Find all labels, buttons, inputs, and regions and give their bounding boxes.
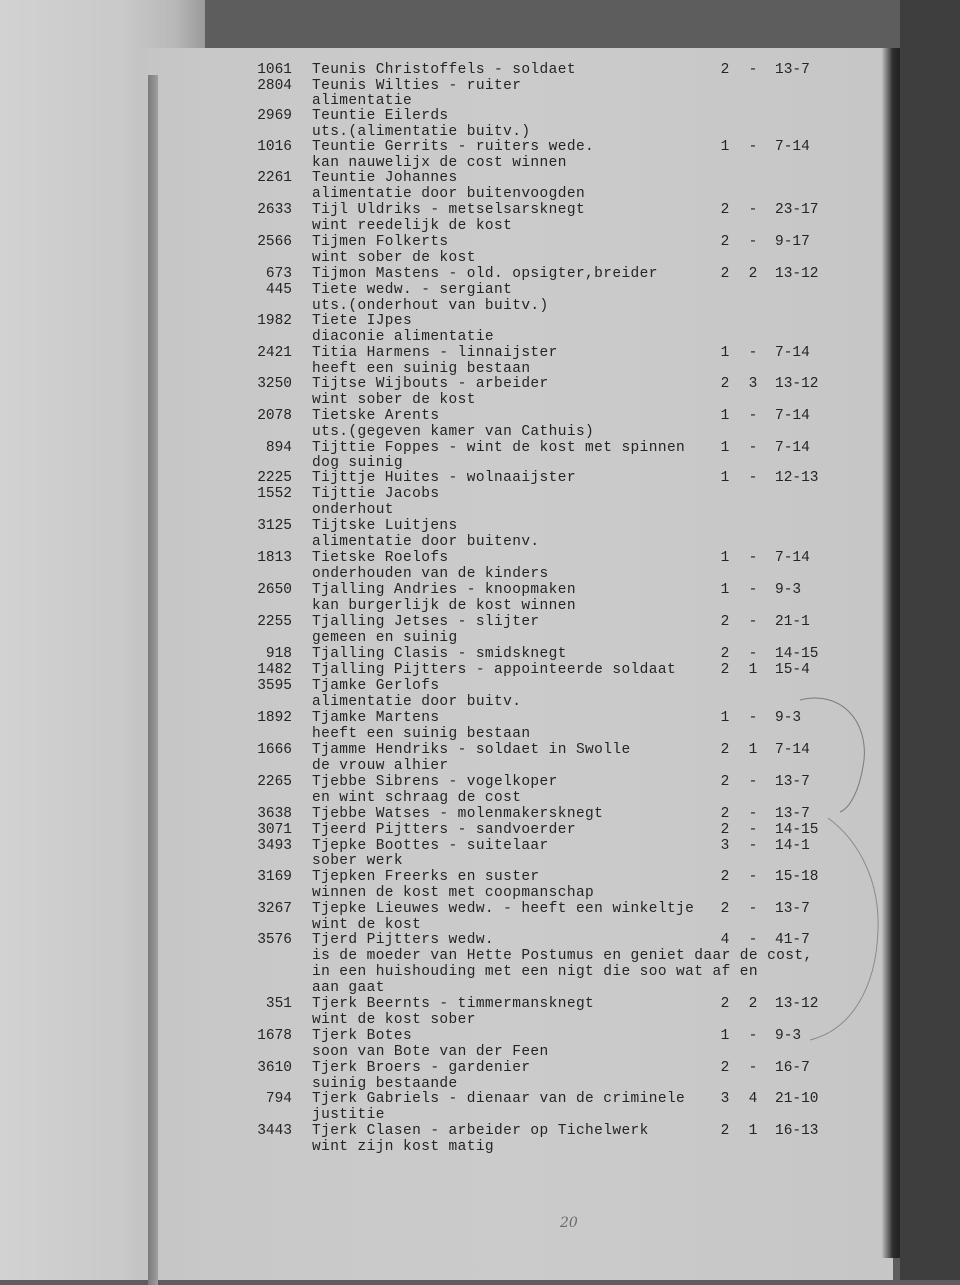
entry-col-c: 7-14 (775, 440, 810, 456)
register-entry (0, 1091, 960, 1107)
entry-col-a: 2 (720, 646, 730, 662)
entry-text: gemeen en suinig (312, 630, 458, 646)
register-entry (0, 710, 960, 726)
entry-col-c: 9-3 (775, 710, 802, 726)
entry-col-a: 2 (720, 266, 730, 282)
entry-col-b: - (748, 345, 758, 361)
entry-number: 445 (265, 282, 292, 298)
entry-text: wint de kost sober (312, 1012, 476, 1028)
entry-number: 918 (265, 646, 292, 662)
entry-text: Tjalling Pijtters - appointeerde soldaat (312, 662, 677, 678)
entry-text: alimentatie door buitenv. (312, 534, 540, 550)
register-entry (0, 408, 960, 424)
entry-text: alimentatie door buitv. (312, 694, 522, 710)
entry-number: 1666 (257, 742, 292, 758)
entry-col-b: - (748, 1028, 758, 1044)
entry-text: in een huishouding met een nigt die soo wat af en (312, 964, 758, 980)
entry-number: 1482 (257, 662, 292, 678)
entry-text: Teunis Christoffels - soldaet (312, 62, 576, 78)
entry-col-b: - (748, 646, 758, 662)
entry-col-c: 21-10 (775, 1091, 819, 1107)
entry-text: Tjamme Hendriks - soldaet in Swolle (312, 742, 631, 758)
entry-col-a: 4 (720, 932, 730, 948)
register-entry (0, 170, 960, 186)
entry-col-c: 7-14 (775, 139, 810, 155)
entry-text: soon van Bote van der Feen (312, 1044, 549, 1060)
entry-text: wint sober de kost (312, 392, 476, 408)
entry-text: Teuntie Gerrits - ruiters wede. (312, 139, 595, 155)
entry-text: aan gaat (312, 980, 385, 996)
register-entry (0, 917, 960, 933)
entry-number: 2265 (257, 774, 292, 790)
register-entry (0, 758, 960, 774)
register-entry (0, 1123, 960, 1139)
entry-col-b: 4 (748, 1091, 758, 1107)
entry-col-c: 14-15 (775, 822, 819, 838)
entry-col-a: 2 (720, 1123, 730, 1139)
entry-col-b: - (748, 1060, 758, 1076)
entry-text: Tjeerd Pijtters - sandvoerder (312, 822, 576, 838)
entry-col-c: 15-18 (775, 869, 819, 885)
entry-col-b: - (748, 838, 758, 854)
entry-number: 2650 (257, 582, 292, 598)
entry-number: 3576 (257, 932, 292, 948)
entry-text: Tiete wedw. - sergiant (312, 282, 513, 298)
entry-col-c: 14-15 (775, 646, 819, 662)
register-entry (0, 964, 960, 980)
entry-col-b: 3 (748, 376, 758, 392)
entry-col-a: 1 (720, 139, 730, 155)
entry-number: 3071 (257, 822, 292, 838)
entry-col-c: 15-4 (775, 662, 810, 678)
register-entry (0, 980, 960, 996)
entry-text: is de moeder van Hette Postumus en geniet daar de cost, (312, 948, 813, 964)
register-entry (0, 155, 960, 171)
register-entry (0, 582, 960, 598)
entry-col-b: - (748, 139, 758, 155)
register-entry (0, 901, 960, 917)
register-entry (0, 1028, 960, 1044)
entry-text: Tijl Uldriks - metselsarsknegt (312, 202, 586, 218)
register-entry (0, 1060, 960, 1076)
entry-col-c: 41-7 (775, 932, 810, 948)
entry-number: 1061 (257, 62, 292, 78)
register-entry (0, 806, 960, 822)
register-entry (0, 124, 960, 140)
entry-col-c: 13-12 (775, 266, 819, 282)
entry-col-a: 1 (720, 408, 730, 424)
register-entry (0, 614, 960, 630)
register-entry (0, 78, 960, 94)
entry-text: Tijmon Mastens - old. opsigter,breider (312, 266, 658, 282)
register-entry (0, 948, 960, 964)
entry-col-b: 2 (748, 996, 758, 1012)
entry-text: en wint schraag de cost (312, 790, 522, 806)
entry-col-b: - (748, 822, 758, 838)
entry-col-b: - (748, 710, 758, 726)
entry-col-b: - (748, 550, 758, 566)
register-entry (0, 186, 960, 202)
entry-col-c: 12-13 (775, 470, 819, 486)
entry-text: alimentatie (312, 93, 413, 109)
entry-number: 3493 (257, 838, 292, 854)
register-entry (0, 139, 960, 155)
entry-text: Tjebbe Sibrens - vogelkoper (312, 774, 558, 790)
entry-text: Teuntie Johannes (312, 170, 458, 186)
entry-text: Tjalling Andries - knoopmaken (312, 582, 576, 598)
entry-text: Tiete IJpes (312, 313, 413, 329)
entry-col-a: 2 (720, 614, 730, 630)
register-entry (0, 678, 960, 694)
register-entry (0, 869, 960, 885)
register-entry (0, 502, 960, 518)
entry-number: 2633 (257, 202, 292, 218)
entry-col-a: 2 (720, 742, 730, 758)
entry-col-c: 16-7 (775, 1060, 810, 1076)
register-entry (0, 550, 960, 566)
register-entry (0, 726, 960, 742)
entry-col-a: 2 (720, 869, 730, 885)
entry-text: Tijmen Folkerts (312, 234, 449, 250)
entry-number: 2566 (257, 234, 292, 250)
entry-text: Tietske Roelofs (312, 550, 449, 566)
entry-text: Teunis Wilties - ruiter (312, 78, 522, 94)
entry-text: Tietske Arents (312, 408, 440, 424)
entry-number: 794 (265, 1091, 292, 1107)
entry-col-c: 14-1 (775, 838, 810, 854)
register-entry (0, 1012, 960, 1028)
entry-text: Tjerk Gabriels - dienaar van de criminele (312, 1091, 686, 1107)
register-entry (0, 329, 960, 345)
page-number: 20 (560, 1215, 578, 1231)
register-entry (0, 93, 960, 109)
entry-text: Tjalling Clasis - smidsknegt (312, 646, 567, 662)
entry-number: 351 (265, 996, 292, 1012)
entry-number: 2421 (257, 345, 292, 361)
register-entry (0, 298, 960, 314)
register-entry (0, 1107, 960, 1123)
register-entry (0, 455, 960, 471)
register-entry (0, 996, 960, 1012)
entry-text: alimentatie door buitenvoogden (312, 186, 586, 202)
entry-text: wint zijn kost matig (312, 1139, 495, 1155)
register-entry (0, 250, 960, 266)
entry-text: Tijtske Luitjens (312, 518, 458, 534)
entry-number: 2078 (257, 408, 292, 424)
entry-col-c: 9-17 (775, 234, 810, 250)
entry-number: 2804 (257, 78, 292, 94)
register-entry (0, 838, 960, 854)
entry-text: de vrouw alhier (312, 758, 449, 774)
entry-col-b: - (748, 470, 758, 486)
entry-text: Tjerk Broers - gardenier (312, 1060, 531, 1076)
entry-col-b: - (748, 901, 758, 917)
entry-col-b: 1 (748, 1123, 758, 1139)
entry-col-a: 1 (720, 440, 730, 456)
entry-col-c: 13-7 (775, 901, 810, 917)
register-entry (0, 662, 960, 678)
entry-number: 3638 (257, 806, 292, 822)
register-entry (0, 694, 960, 710)
register-entry (0, 486, 960, 502)
entry-number: 1892 (257, 710, 292, 726)
register-entry (0, 853, 960, 869)
register-entry (0, 646, 960, 662)
entry-text: Tjepken Freerks en suster (312, 869, 540, 885)
register-entry (0, 598, 960, 614)
register-entry (0, 885, 960, 901)
entry-text: heeft een suinig bestaan (312, 726, 531, 742)
entry-text: kan burgerlijk de kost winnen (312, 598, 576, 614)
entry-text: heeft een suinig bestaan (312, 361, 531, 377)
register-entry (0, 1044, 960, 1060)
entry-col-a: 2 (720, 901, 730, 917)
entry-col-a: 1 (720, 710, 730, 726)
entry-text: Tjerk Beernts - timmermansknegt (312, 996, 595, 1012)
entry-col-b: 2 (748, 266, 758, 282)
register-entry (0, 742, 960, 758)
entry-text: Tjerk Clasen - arbeider op Tichelwerk (312, 1123, 649, 1139)
entry-col-b: 1 (748, 662, 758, 678)
entry-number: 3610 (257, 1060, 292, 1076)
entry-number: 2261 (257, 170, 292, 186)
entry-col-c: 13-12 (775, 376, 819, 392)
entry-text: Tjepke Lieuwes wedw. - heeft een winkeltje (312, 901, 695, 917)
entry-text: wint de kost (312, 917, 422, 933)
register-entry (0, 1076, 960, 1092)
entry-text: kan nauwelijx de cost winnen (312, 155, 567, 171)
entry-col-b: - (748, 408, 758, 424)
register-entry (0, 790, 960, 806)
entry-col-a: 2 (720, 662, 730, 678)
entry-text: uts.(onderhout van buitv.) (312, 298, 549, 314)
entry-col-c: 13-7 (775, 62, 810, 78)
entry-col-a: 2 (720, 202, 730, 218)
entry-text: Teuntie Eilerds (312, 108, 449, 124)
entry-text: Tjerd Pijtters wedw. (312, 932, 495, 948)
entry-text: uts.(gegeven kamer van Cathuis) (312, 424, 595, 440)
register-entry (0, 62, 960, 78)
entry-col-b: - (748, 440, 758, 456)
entry-number: 894 (265, 440, 292, 456)
entry-col-c: 21-1 (775, 614, 810, 630)
entry-number: 3169 (257, 869, 292, 885)
register-entry (0, 566, 960, 582)
entry-col-b: - (748, 869, 758, 885)
entry-col-a: 2 (720, 376, 730, 392)
entry-col-c: 9-3 (775, 1028, 802, 1044)
entry-col-a: 1 (720, 345, 730, 361)
register-entry (0, 630, 960, 646)
entry-col-a: 1 (720, 550, 730, 566)
register-entry (0, 932, 960, 948)
entry-text: wint sober de kost (312, 250, 476, 266)
register-entry (0, 822, 960, 838)
entry-col-a: 2 (720, 774, 730, 790)
register-entry (0, 218, 960, 234)
entry-text: winnen de kost met coopmanschap (312, 885, 595, 901)
register-entry (0, 108, 960, 124)
entry-number: 2255 (257, 614, 292, 630)
entry-number: 2225 (257, 470, 292, 486)
entry-text: sober werk (312, 853, 404, 869)
entry-number: 3595 (257, 678, 292, 694)
entry-col-a: 2 (720, 1060, 730, 1076)
entry-text: Tjebbe Watses - molenmakersknegt (312, 806, 604, 822)
entry-text: onderhouden van de kinders (312, 566, 549, 582)
entry-col-b: - (748, 62, 758, 78)
entry-text: Tjalling Jetses - slijter (312, 614, 540, 630)
entry-text: onderhout (312, 502, 394, 518)
register-entry (0, 470, 960, 486)
entry-col-a: 3 (720, 838, 730, 854)
entry-col-a: 2 (720, 996, 730, 1012)
entry-col-c: 13-7 (775, 806, 810, 822)
entry-text: Tijttie Foppes - wint de kost met spinnen (312, 440, 686, 456)
entry-col-c: 7-14 (775, 742, 810, 758)
entry-col-a: 3 (720, 1091, 730, 1107)
entry-number: 3267 (257, 901, 292, 917)
register-entry (0, 345, 960, 361)
entry-col-b: - (748, 774, 758, 790)
entry-col-a: 2 (720, 234, 730, 250)
entry-number: 1982 (257, 313, 292, 329)
entry-text: Tjamke Martens (312, 710, 440, 726)
entry-col-c: 7-14 (775, 550, 810, 566)
entry-text: Tjepke Boottes - suitelaar (312, 838, 549, 854)
entry-col-a: 2 (720, 806, 730, 822)
entry-col-b: - (748, 234, 758, 250)
entry-text: wint reedelijk de kost (312, 218, 513, 234)
entry-col-c: 13-12 (775, 996, 819, 1012)
entry-text: dog suinig (312, 455, 404, 471)
entry-text: diaconie alimentatie (312, 329, 495, 345)
entry-text: Tijttie Jacobs (312, 486, 440, 502)
entry-col-a: 2 (720, 62, 730, 78)
register-entry (0, 361, 960, 377)
entry-number: 2969 (257, 108, 292, 124)
register-entry (0, 282, 960, 298)
entry-col-b: - (748, 806, 758, 822)
entry-text: Tjamke Gerlofs (312, 678, 440, 694)
entry-col-c: 16-13 (775, 1123, 819, 1139)
entry-col-c: 13-7 (775, 774, 810, 790)
register-entry (0, 376, 960, 392)
entry-number: 3250 (257, 376, 292, 392)
entry-col-a: 2 (720, 822, 730, 838)
entry-text: Tijttje Huites - wolnaaijster (312, 470, 576, 486)
register-entry (0, 424, 960, 440)
entry-col-a: 1 (720, 470, 730, 486)
entry-number: 1678 (257, 1028, 292, 1044)
entry-col-c: 9-3 (775, 582, 802, 598)
register-entry (0, 392, 960, 408)
entry-text: justitie (312, 1107, 385, 1123)
register-entry (0, 518, 960, 534)
entry-text: suinig bestaande (312, 1076, 458, 1092)
register-entry (0, 774, 960, 790)
register-entry (0, 534, 960, 550)
entry-text: uts.(alimentatie buitv.) (312, 124, 531, 140)
register-entry (0, 234, 960, 250)
entry-col-b: - (748, 582, 758, 598)
entry-col-b: - (748, 614, 758, 630)
entry-number: 3443 (257, 1123, 292, 1139)
entry-col-a: 1 (720, 1028, 730, 1044)
register-entry (0, 266, 960, 282)
entry-number: 673 (265, 266, 292, 282)
entry-text: Tjerk Botes (312, 1028, 413, 1044)
entry-number: 1016 (257, 139, 292, 155)
entry-col-b: - (748, 202, 758, 218)
entry-number: 3125 (257, 518, 292, 534)
entry-number: 1813 (257, 550, 292, 566)
entry-col-a: 1 (720, 582, 730, 598)
register-entry (0, 313, 960, 329)
entry-text: Titia Harmens - linnaijster (312, 345, 558, 361)
entry-col-c: 7-14 (775, 345, 810, 361)
entry-col-b: 1 (748, 742, 758, 758)
entry-col-c: 7-14 (775, 408, 810, 424)
register-entry (0, 202, 960, 218)
entry-col-b: - (748, 932, 758, 948)
entry-text: Tijtse Wijbouts - arbeider (312, 376, 549, 392)
entry-number: 1552 (257, 486, 292, 502)
register-entry (0, 1139, 960, 1155)
register-entry (0, 440, 960, 456)
entry-col-c: 23-17 (775, 202, 819, 218)
